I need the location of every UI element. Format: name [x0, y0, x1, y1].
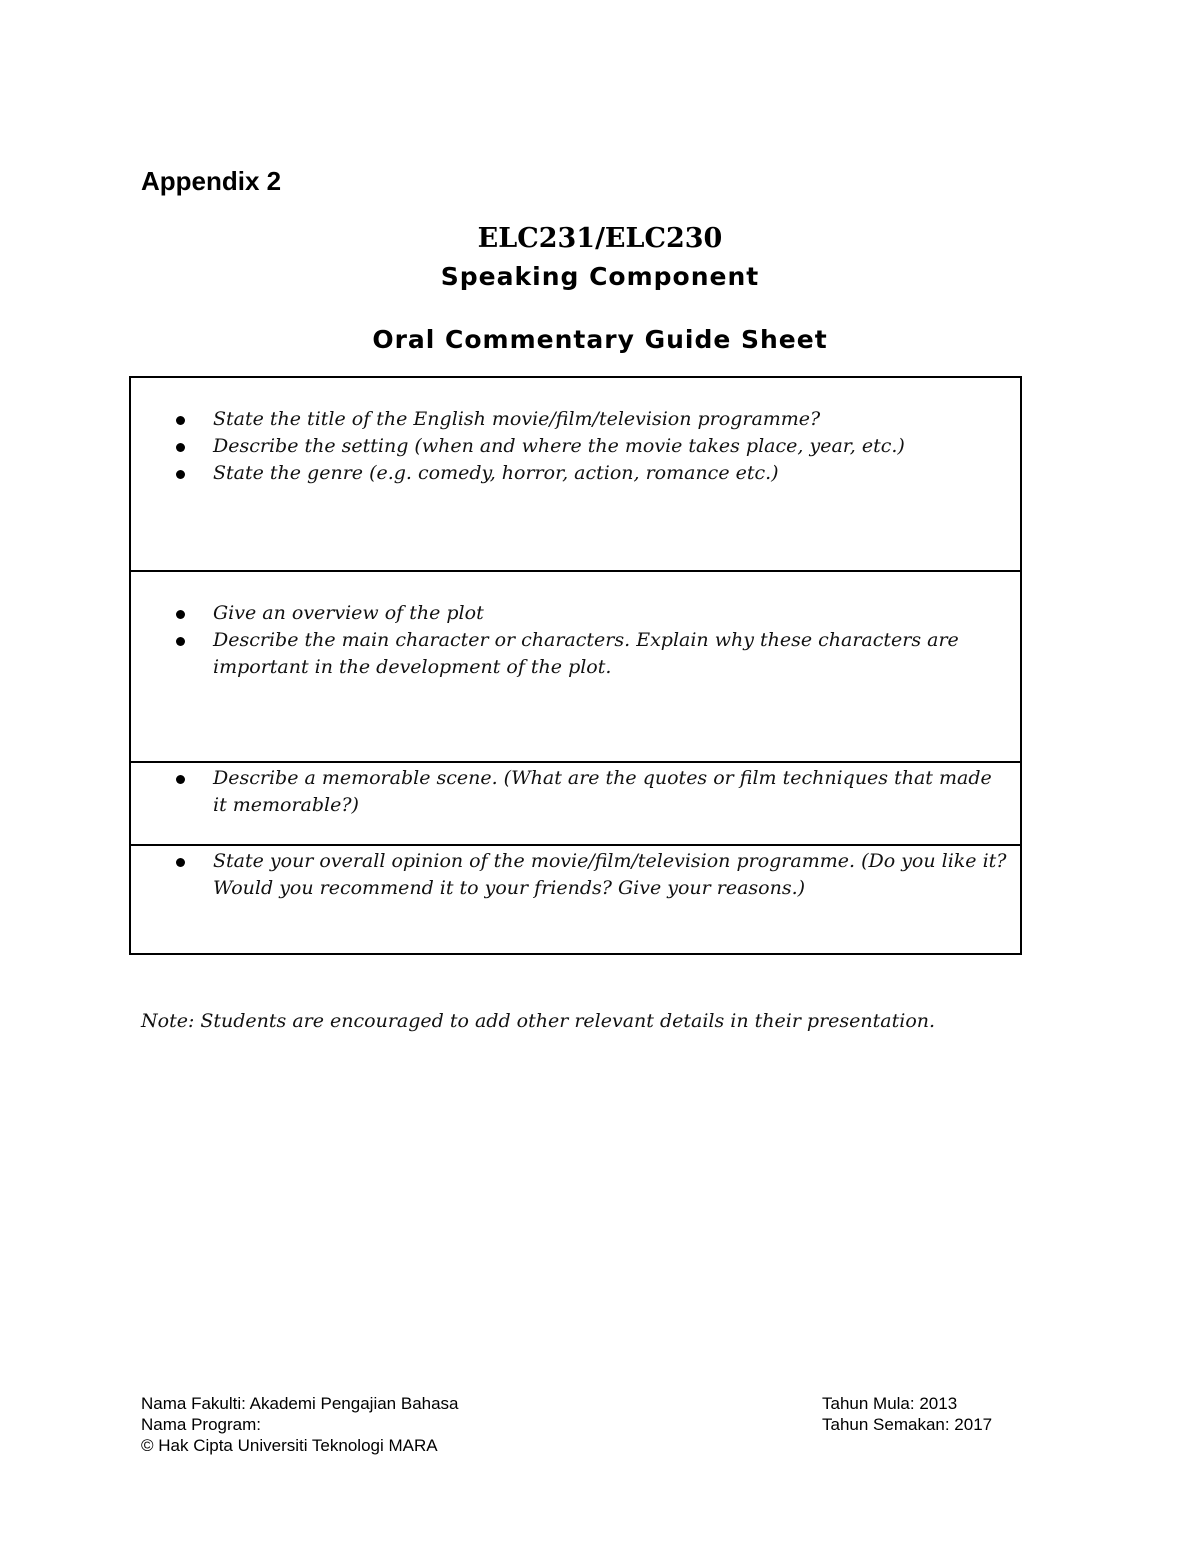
bullet-icon — [176, 610, 185, 619]
footer-review-year: Tahun Semakan: 2017 — [822, 1415, 993, 1434]
guide-item-text: Describe the main character or characters. Explain why these characters are important in the development of the plot. — [213, 629, 959, 678]
guide-item — [131, 765, 1020, 819]
bullet-icon — [176, 637, 185, 646]
guide-section-intro — [130, 377, 1021, 571]
footer-faculty: Nama Fakulti: Akademi Pengajian Bahasa — [141, 1394, 459, 1413]
guide-cell — [130, 845, 1021, 954]
guide-item-text: Describe a memorable scene. (What are the quotes or film techniques that made it memorable?) — [213, 767, 992, 816]
guide-item-text: State your overall opinion of the movie/film/television programme. (Do you like it? Would you recommend it to your friends? Give your reasons.) — [213, 850, 1007, 899]
guide-item — [131, 848, 1020, 902]
guide-section-scene — [130, 762, 1021, 845]
note-text: Note: Students are encouraged to add other relevant details in their presentation. — [141, 1010, 936, 1032]
bullet-icon — [176, 775, 185, 784]
footer-start-year: Tahun Mula: 2013 — [822, 1394, 958, 1413]
guide-item — [131, 627, 1020, 681]
guide-section-opinion — [130, 845, 1021, 954]
guide-list — [131, 763, 1020, 819]
sheet-title: Oral Commentary Guide Sheet — [372, 325, 828, 354]
guide-list — [131, 846, 1020, 902]
footer-left — [141, 1393, 459, 1456]
guide-cell — [130, 377, 1021, 571]
footer-program: Nama Program: — [141, 1415, 261, 1434]
guide-item-text: Describe the setting (when and where the movie takes place, year, etc.) — [213, 435, 905, 457]
course-code: ELC231/ELC230 — [477, 223, 723, 254]
bullet-icon — [176, 470, 185, 479]
appendix-label: Appendix 2 — [141, 166, 282, 196]
bullet-icon — [176, 443, 185, 452]
guide-item — [131, 460, 1020, 487]
guide-cell — [130, 762, 1021, 845]
guide-item-text: State the title of the English movie/film/television programme? — [213, 408, 821, 430]
guide-cell — [130, 571, 1021, 762]
guide-item-text: State the genre (e.g. comedy, horror, action, romance etc.) — [213, 462, 779, 484]
guide-list — [131, 378, 1020, 487]
guide-item — [131, 406, 1020, 433]
bullet-icon — [176, 416, 185, 425]
guide-section-plot — [130, 571, 1021, 762]
guide-item — [131, 600, 1020, 627]
guide-list — [131, 572, 1020, 681]
guide-table — [129, 376, 1022, 955]
component-title: Speaking Component — [440, 262, 760, 291]
guide-item — [131, 433, 1020, 460]
footer-right — [822, 1393, 992, 1435]
footer-copyright: © Hak Cipta Universiti Teknologi MARA — [141, 1436, 438, 1455]
bullet-icon — [176, 858, 185, 867]
guide-item-text: Give an overview of the plot — [213, 602, 484, 624]
